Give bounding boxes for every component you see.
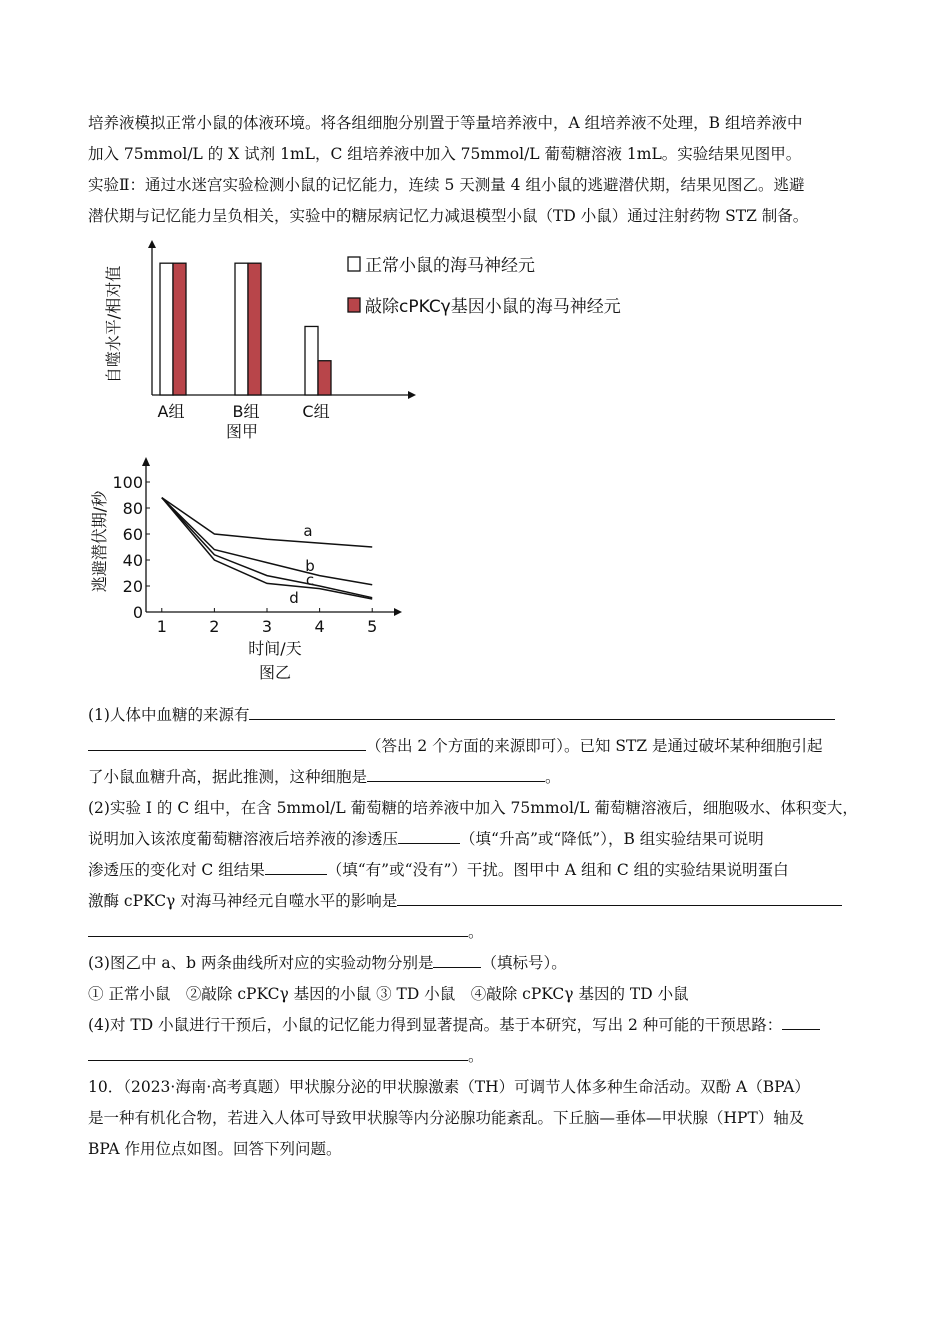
y-tick-label: 20 (122, 577, 143, 596)
q4-line-1 (88, 1010, 864, 1041)
q2-text-c2: （填“有”或“没有”）干扰。图甲中 A 组和 C 组的实验结果说明蛋白 (326, 861, 789, 879)
figure-yi-line-chart (88, 455, 408, 690)
q1-line-2 (88, 731, 864, 762)
figure-jia-bar-chart (90, 240, 670, 450)
x-axis-arrow (408, 391, 416, 399)
q4-line-2 (88, 1041, 864, 1072)
bar-normal-2 (235, 263, 248, 395)
q3-options: ① 正常小鼠 ②敲除 cPKCγ 基因的小鼠 ③ TD 小鼠 ④敲除 cPKCγ 基因的 TD 小鼠 (88, 985, 689, 1003)
curve-label-c: c (305, 571, 315, 589)
q2-text-e: 。 (468, 923, 484, 941)
x-tick-label-2: B组 (232, 402, 260, 421)
x-tick-label-3: C组 (302, 402, 330, 421)
q4-text-b: 。 (468, 1047, 484, 1065)
intro-line-2: 加入 75mmol/L 的 X 试剂 1mL，C 组培养液中加入 75mmol/L 葡萄糖溶液 1mL。实验结果见图甲。 (88, 145, 802, 163)
curve-label-b: b (305, 557, 315, 575)
q4-blank[interactable] (782, 1011, 820, 1030)
curve-a (162, 498, 372, 547)
q2-blank-2[interactable] (265, 856, 327, 875)
q10-line-3: BPA 作用位点如图。回答下列问题。 (88, 1140, 342, 1158)
q1-blank-1[interactable] (249, 701, 835, 720)
y-tick-label: 60 (122, 525, 143, 544)
q3-blank[interactable] (433, 949, 481, 968)
y-axis-label: 逃避潜伏期/秒 (90, 490, 109, 593)
bar-normal-3 (305, 326, 318, 395)
q2-blank-1[interactable] (398, 825, 460, 844)
q2-blank-3-cont[interactable] (88, 918, 468, 937)
bar-normal-1 (160, 263, 173, 395)
q2-line-4 (88, 886, 864, 917)
x-tick-label: 3 (261, 617, 273, 636)
figure-caption: 图乙 (258, 663, 292, 682)
q4-text-a: (4)对 TD 小鼠进行干预后，小鼠的记忆能力得到显著提高。基于本研究，写出 2 种可能的干预思路： (88, 1016, 783, 1034)
q10-line-1: 10．（2023·海南·高考真题）甲状腺分泌的甲状腺激素（TH）可调节人体多种生命活动。双酚 A（BPA） (88, 1078, 810, 1096)
q2-line-3 (88, 855, 864, 886)
q1-blank-2[interactable] (367, 763, 545, 782)
q3-text-a2: （填标号）。 (481, 954, 567, 972)
intro-line-4: 潜伏期与记忆能力呈负相关，实验中的糖尿病记忆力减退模型小鼠（TD 小鼠）通过注射药物 STZ 制备。 (88, 207, 809, 225)
q4-blank-cont[interactable] (88, 1042, 468, 1061)
q2-text-b2: （填“升高”或“降低”），B 组实验结果可说明 (460, 830, 764, 848)
q2-text-d: 激酶 cPKCγ 对海马神经元自噬水平的影响是 (88, 892, 398, 910)
q3-line-1 (88, 948, 864, 979)
q1-text-d: 。 (545, 768, 561, 786)
y-axis-label: 自噬水平/相对值 (104, 265, 123, 384)
legend-label-1: 正常小鼠的海马神经元 (365, 256, 535, 276)
q1-text-a: (1)人体中血糖的来源有 (88, 706, 250, 724)
legend-swatch-1 (348, 257, 360, 271)
y-axis-arrow (148, 240, 156, 248)
x-tick-label: 5 (367, 617, 378, 636)
x-tick-label-1: A组 (157, 402, 185, 421)
q2-text-b1: 说明加入该浓度葡萄糖溶液后培养液的渗透压 (88, 830, 399, 848)
legend-label-2: 敲除cPKCγ基因小鼠的海马神经元 (365, 297, 621, 317)
x-tick-label: 2 (209, 617, 220, 636)
curve-label-a: a (303, 522, 313, 540)
intro-line-1: 培养液模拟正常小鼠的体液环境。将各组细胞分别置于等量培养液中，A 组培养液不处理，B 组培养液中 (88, 114, 803, 132)
q1-line-1 (88, 700, 864, 731)
y-axis-arrow (142, 457, 150, 466)
q2-blank-3[interactable] (397, 887, 842, 906)
bar-knockout-2 (248, 263, 261, 395)
x-axis-arrow (394, 608, 402, 616)
y-tick-label: 80 (122, 499, 143, 518)
x-axis-label: 时间/天 (248, 639, 302, 658)
intro-line-3: 实验Ⅱ：通过水迷宫实验检测小鼠的记忆能力，连续 5 天测量 4 组小鼠的逃避潜伏期，结果见图乙。逃避 (88, 176, 805, 194)
q3-text-a1: (3)图乙中 a、b 两条曲线所对应的实验动物分别是 (88, 954, 434, 972)
legend-swatch-2 (348, 298, 360, 312)
q2-line-2 (88, 824, 864, 855)
figure-caption: 图甲 (225, 422, 259, 441)
q1-text-c: 了小鼠血糖升高，据此推测，这种细胞是 (88, 768, 368, 786)
x-tick-label: 4 (314, 617, 325, 636)
q2-line-5 (88, 917, 864, 948)
q2-line-1: (2)实验 I 的 C 组中，在含 5mmol/L 葡萄糖的培养液中加入 75mmol/L 葡萄糖溶液后，细胞吸水、体积变大， (88, 799, 858, 817)
q1-blank-1-cont[interactable] (88, 732, 366, 751)
y-tick-label: 0 (132, 603, 143, 622)
x-tick-label: 1 (156, 617, 167, 636)
q1-line-3 (88, 762, 864, 793)
curve-b (162, 498, 372, 585)
bar-knockout-1 (173, 263, 186, 395)
bar-knockout-3 (318, 361, 331, 395)
y-tick-label: 40 (122, 551, 143, 570)
q2-text-c1: 渗透压的变化对 C 组结果 (88, 861, 265, 879)
y-tick-label: 100 (112, 473, 143, 492)
curve-d (162, 498, 372, 599)
q10-line-2: 是一种有机化合物，若进入人体可导致甲状腺等内分泌腺功能紊乱。下丘脑—垂体—甲状腺（HPT）轴及 (88, 1109, 805, 1127)
curve-label-d: d (289, 589, 299, 607)
q1-text-b: （答出 2 个方面的来源即可）。已知 STZ 是通过破坏某种细胞引起 (366, 737, 823, 755)
